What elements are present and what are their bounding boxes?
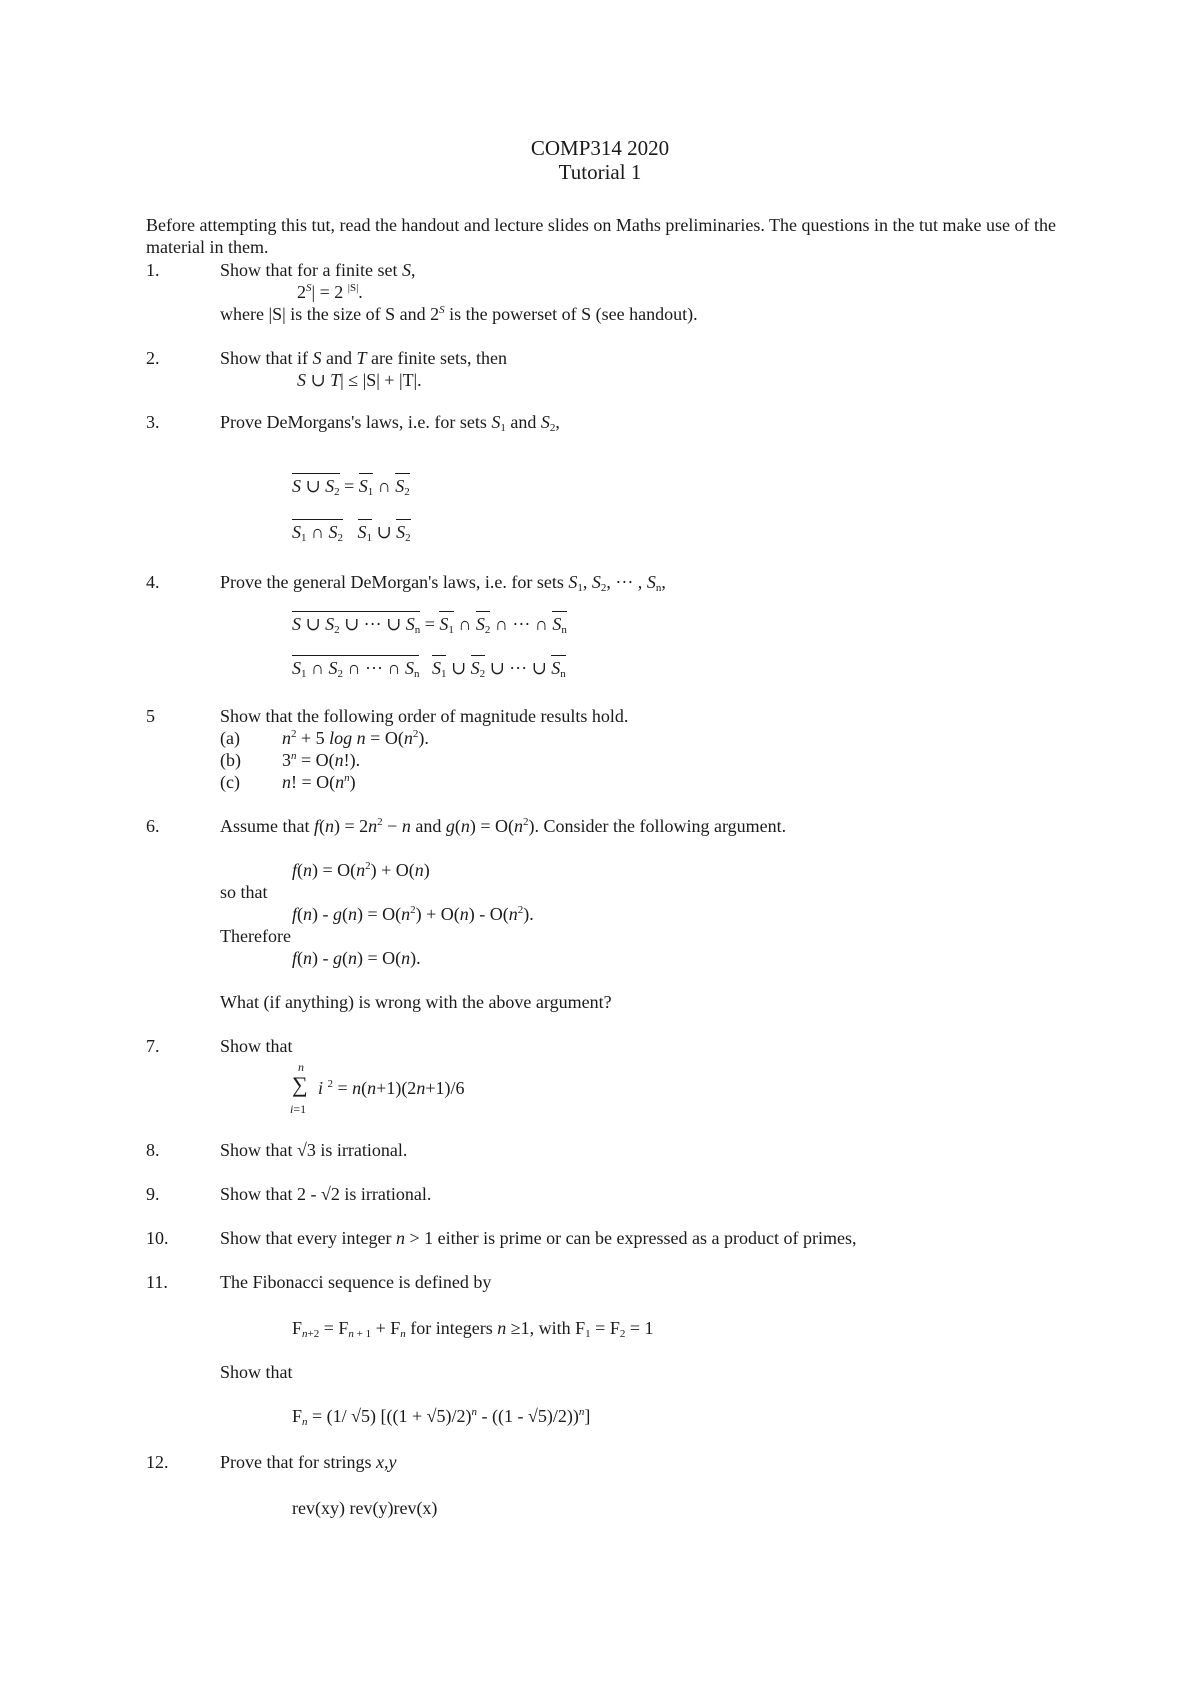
q7-sum-lower: i=1 — [290, 1102, 307, 1116]
q6-step-1: $f(n) = O(n^2) + O(n)$ — [292, 860, 430, 880]
q6-so-that: so that — [220, 882, 268, 902]
intro-paragraph: Before attempting this tut, read the handout and lecture slides on Maths preliminaries. The questions in the tut make use of the material in them. — [146, 215, 1056, 257]
q10-number: 10. — [146, 1228, 169, 1248]
q11-show-that: Show that — [220, 1362, 293, 1382]
q5-a-label: (a) — [220, 728, 240, 748]
q5-a-expr: $n^2 + 5$ $\log n = O(n^2)$. — [282, 728, 429, 748]
q4-statement: Prove the general DeMorgan's laws, i.e. for sets $S_1$, $S_2$, ··· , $S_n$, — [220, 572, 666, 594]
q2-inequality: S ∪ T| ≤ |S| + |T|. — [297, 370, 422, 390]
course-title: COMP314 2020 — [530, 136, 670, 160]
q8-number: 8. — [146, 1140, 160, 1160]
q11-formula: $F_n = (1/$ √5) $[((1 + √5)/2)^n - ((1 - √5)/2))^n$] — [292, 1406, 591, 1428]
q11-statement: The Fibonacci sequence is defined by — [220, 1272, 492, 1292]
q9-number: 9. — [146, 1184, 160, 1204]
q1-number: 1. — [146, 260, 160, 280]
q6-statement: Assume that $f(n) = 2n^2 - n$ and $g(n) = O(n^2)$. Consider the following argument. — [220, 816, 787, 836]
q7-sum-rhs: i $^2$ = n(n+1)(2n+1)/6 — [318, 1078, 465, 1098]
q10-statement: Show that every integer n > 1 either is prime or can be expressed as a product of primes, — [220, 1228, 857, 1248]
q5-c-label: (c) — [220, 772, 240, 792]
q4-number: 4. — [146, 572, 160, 592]
q3-law-1: S ∪ $S_2 = S_1$ ∩ $S_2$ — [292, 476, 410, 498]
q4-law-1: S ∪ $S_2$ ∪ ··· ∪ $S_n = S_1$ ∩ $S_2$ ∩ ··· ∩ $S_n$ — [292, 614, 567, 636]
q7-sigma: ∑ — [292, 1072, 308, 1097]
q3-law-2: $S_1$ ∩ $S_2$ $S_1$ ∪ $S_2$ — [292, 522, 411, 544]
q5-statement: Show that the following order of magnitude results hold. — [220, 706, 629, 726]
q6-step-2: $f(n) - g(n) = O(n^2) + O(n) - O(n^2)$. — [292, 904, 534, 924]
q4-law-2: $S_1$ ∩ $S_2$ ∩ ··· ∩ $S_n$ $S_1$ ∪ $S_2$ ∪ ··· ∪ $S_n$ — [292, 658, 566, 680]
q1-where: where |S| is the size of S and $2^S$ is the powerset of S (see handout). — [220, 304, 698, 324]
q6-step-3: f(n) - g(n) = O(n). — [292, 948, 421, 968]
q6-number: 6. — [146, 816, 160, 836]
q12-equation: rev(xy) rev(y)rev(x) — [292, 1498, 438, 1518]
q2-statement: Show that if S and T are finite sets, then — [220, 348, 507, 368]
q6-therefore: Therefore — [220, 926, 291, 946]
q3-number: 3. — [146, 412, 160, 432]
q12-number: 12. — [146, 1452, 169, 1472]
q1-equation: $2^S| = 2$ $^{|S|}$. — [297, 282, 363, 302]
q5-b-expr: $3^n = O(n!)$. — [282, 750, 361, 770]
q1-statement: Show that for a finite set S, — [220, 260, 416, 280]
tutorial-title: Tutorial 1 — [558, 160, 642, 184]
q11-recurrence: $F_{n+2} = F_{n + 1} + F_n$ for integers n ≥1, with $F_1 = F_2 = 1$ — [292, 1318, 654, 1340]
q5-c-expr: n! = $O(n^n)$ — [282, 772, 356, 792]
q7-sum-upper: n — [298, 1060, 304, 1074]
q9-statement: Show that 2 - √2 is irrational. — [220, 1184, 432, 1204]
q7-statement: Show that — [220, 1036, 293, 1056]
q12-statement: Prove that for strings x,y — [220, 1452, 397, 1472]
q5-b-label: (b) — [220, 750, 241, 770]
q11-number: 11. — [146, 1272, 168, 1292]
q2-number: 2. — [146, 348, 160, 368]
q8-statement: Show that √3 is irrational. — [220, 1140, 408, 1160]
q7-number: 7. — [146, 1036, 160, 1056]
q3-statement: Prove DeMorgans's laws, i.e. for sets $S_1$ and $S_2$, — [220, 412, 560, 434]
q6-question: What (if anything) is wrong with the above argument? — [220, 992, 612, 1012]
q5-number: 5 — [146, 706, 155, 726]
